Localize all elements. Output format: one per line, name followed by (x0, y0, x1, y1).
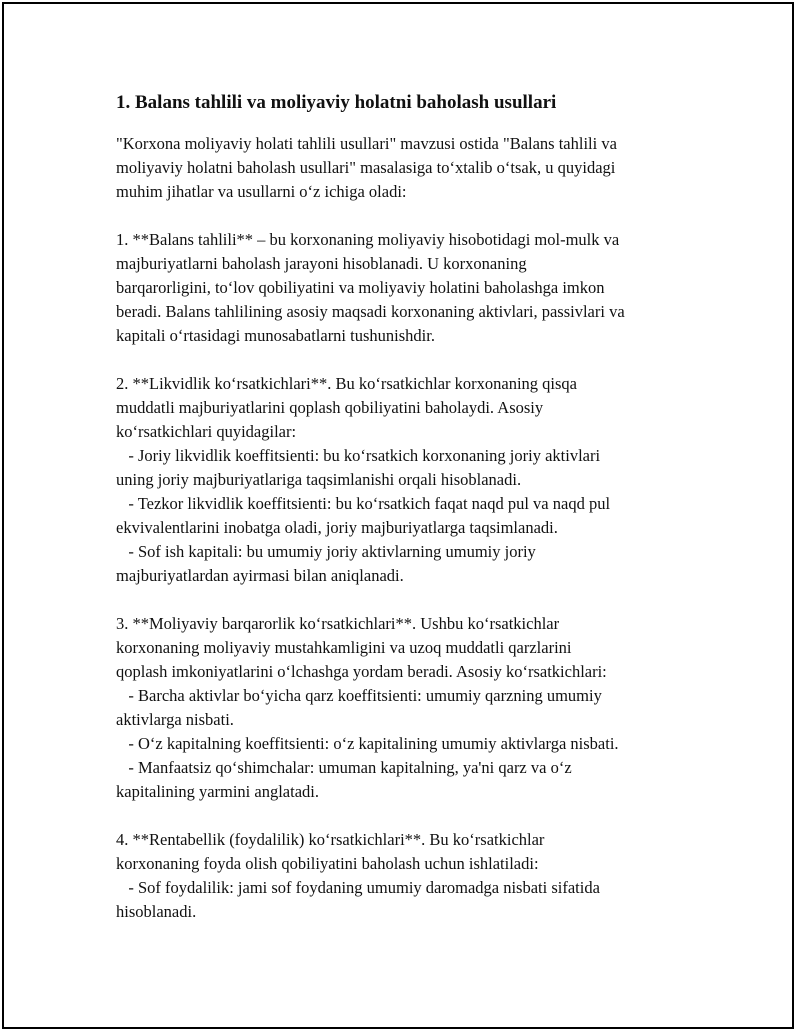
text-line: 1. **Balans tahlili** – bu korxonaning moliyaviy hisobotidagi mol-mulk va (116, 230, 620, 249)
text-line: - Tezkor likvidlik koeffitsienti: bu ko‘rsatkich faqat naqd pul va naqd pul (116, 494, 611, 513)
paragraph (116, 612, 696, 804)
text-line: - Joriy likvidlik koeffitsienti: bu ko‘rsatkich korxonaning joriy aktivlari (116, 446, 601, 465)
text-line: majburiyatlardan ayirmasi bilan aniqlanadi. (116, 566, 404, 585)
text-line: muhim jihatlar va usullarni o‘z ichiga oladi: (116, 182, 407, 201)
text-line: - Barcha aktivlar bo‘yicha qarz koeffitsienti: umumiy qarzning umumiy (116, 686, 602, 705)
text-line: "Korxona moliyaviy holati tahlili usullari" mavzusi ostida "Balans tahlili va (116, 134, 617, 153)
paragraph (116, 132, 696, 204)
document-body (116, 88, 696, 948)
paragraph-list (116, 132, 696, 924)
text-line: 2. **Likvidlik ko‘rsatkichlari**. Bu ko‘rsatkichlar korxonaning qisqa (116, 374, 577, 393)
text-line: ekvivalentlarini inobatga oladi, joriy majburiyatlarga taqsimlanadi. (116, 518, 558, 537)
paragraph (116, 828, 696, 924)
text-line: - Manfaatsiz qo‘shimchalar: umuman kapitalning, ya'ni qarz va o‘z (116, 758, 572, 777)
text-line: - Sof ish kapitali: bu umumiy joriy aktivlarning umumiy joriy (116, 542, 536, 561)
text-line: - O‘z kapitalning koeffitsienti: o‘z kapitalining umumiy aktivlarga nisbati. (116, 734, 619, 753)
paragraph (116, 372, 696, 588)
text-line: ko‘rsatkichlari quyidagilar: (116, 422, 297, 441)
text-line: aktivlarga nisbati. (116, 710, 234, 729)
text-line: kapitalining yarmini anglatadi. (116, 782, 319, 801)
text-line: kapitali o‘rtasidagi munosabatlarni tushunishdir. (116, 326, 435, 345)
text-line: majburiyatlarni baholash jarayoni hisoblanadi. U korxonaning (116, 254, 527, 273)
text-line: moliyaviy holatni baholash usullari" masalasiga to‘xtalib o‘tsak, u quyidagi (116, 158, 616, 177)
text-line: korxonaning foyda olish qobiliyatini baholash uchun ishlatiladi: (116, 854, 539, 873)
text-line: barqarorligini, to‘lov qobiliyatini va moliyaviy holatini baholashga imkon (116, 278, 605, 297)
text-line: uning joriy majburiyatlariga taqsimlanishi orqali hisoblanadi. (116, 470, 522, 489)
text-line: hisoblanadi. (116, 902, 197, 921)
text-line: - Sof foydalilik: jami sof foydaning umumiy daromadga nisbati sifatida (116, 878, 600, 897)
document-title: 1. Balans tahlili va moliyaviy holatni baholash usullari (116, 92, 557, 113)
text-line: beradi. Balans tahlilining asosiy maqsadi korxonaning aktivlari, passivlari va (116, 302, 625, 321)
text-line: 4. **Rentabellik (foydalilik) ko‘rsatkichlari**. Bu ko‘rsatkichlar (116, 830, 545, 849)
text-line: korxonaning moliyaviy mustahkamligini va uzoq muddatli qarzlarini (116, 638, 572, 657)
text-line: qoplash imkoniyatlarini o‘lchashga yordam beradi. Asosiy ko‘rsatkichlari: (116, 662, 607, 681)
text-line: 3. **Moliyaviy barqarorlik ko‘rsatkichlari**. Ushbu ko‘rsatkichlar (116, 614, 560, 633)
text-line: muddatli majburiyatlarini qoplash qobiliyatini baholaydi. Asosiy (116, 398, 544, 417)
paragraph (116, 228, 696, 348)
